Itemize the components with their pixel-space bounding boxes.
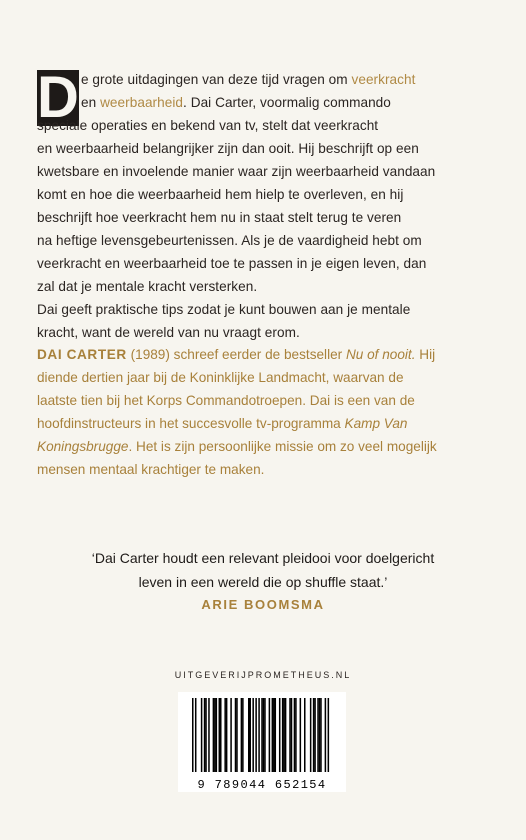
barcode-bar [204,698,206,772]
barcode-bar [224,698,226,772]
barcode-bar [275,698,277,772]
bio-line [37,343,477,366]
blurb-text [37,65,447,344]
highlight-veerkracht: veerkracht [351,72,416,87]
barcode-bar [313,698,315,772]
bio-text-span: hoofdinstructeurs in het succesvolle tv-programma [37,416,345,431]
barcode-bar [248,698,250,772]
blurb-line: veerkracht en weerbaarheid toe te passen in je eigen leven, dan [37,256,427,271]
barcode-graphic [178,692,346,792]
barcode-bar [213,698,215,772]
barcode-bar [317,698,319,772]
barcode-bar [216,698,218,772]
tv-show-title: Kamp Van [344,416,408,431]
blurb-line: speciale operaties en bekend van tv, stelt dat veerkracht [37,118,379,133]
blurb-text-span: e grote uitdagingen van deze tijd vragen om [81,72,352,87]
barcode-bar [208,698,210,772]
barcode-bar [195,698,197,772]
barcode-bar [282,698,284,772]
barcode-bar [328,698,330,772]
drop-cap: D [37,65,79,130]
barcode-bar [300,698,302,772]
highlight-weerbaarheid: weerbaarheid [100,95,184,110]
blurb-line [37,91,447,114]
barcode-bar [264,698,266,772]
barcode-bar [230,698,232,772]
bio-text-span: Hij [415,347,436,362]
quote-line: leven in een wereld die op shuffle staat.’ [138,574,388,590]
barcode-bar [258,698,260,772]
barcode-bar [304,698,306,772]
barcode-bar [261,698,263,772]
barcode-bar [236,698,238,772]
blurb-text-span: en [81,95,101,110]
barcode-bar [294,698,296,772]
barcode-bar [214,698,216,772]
barcode-bar [219,698,221,772]
barcode-bar [279,698,281,772]
barcode-bar [295,698,297,772]
book-title-previous: Nu of nooit. [345,347,416,362]
bio-text-span: (1989) schreef eerder de bestseller [126,347,346,362]
blurb-line: kracht, want de wereld van nu vraagt erom. [37,325,300,340]
bio-line: laatste tien bij het Korps Commandotroepen. Dai is een van de [37,393,415,408]
blurb-line [37,68,447,91]
barcode-bar [269,698,271,772]
barcode-bar [263,698,265,772]
author-name: DAI CARTER [37,347,127,362]
barcode-bar [205,698,207,772]
tv-show-title-cont: Koningsbrugge [37,439,129,454]
blurb-line: kwetsbare en invoelende manier waar zijn weerbaarheid vandaan [37,164,436,179]
quote-line: ‘Dai Carter houdt een relevant pleidooi voor doelgericht [91,550,435,566]
barcode-bar [226,698,228,772]
barcode-bar [241,698,243,772]
blurb-line: komt en hoe die weerbaarheid hem hielp te overleven, en hij [37,187,404,202]
barcode-bar [310,698,312,772]
publisher-url: UITGEVERIJPROMETHEUS.NL [174,670,352,680]
barcode-bar [319,698,321,772]
barcode-bar [192,698,194,772]
endorsement-quote [0,546,526,594]
barcode-digits: 9 789044 652154 [197,778,327,792]
bio-line [37,435,477,458]
barcode-bar [242,698,244,772]
blurb-line: na heftige levensgebeurtenissen. Als je de vaardigheid hebt om [37,233,422,248]
blurb-text-span: . Dai Carter, voormalig commando [183,95,391,110]
author-bio [37,343,477,481]
bio-line: mensen mentaal krachtiger te maken. [37,462,265,477]
blurb-line: en weerbaarheid belangrijker zijn dan ooit. Hij beschrijft op een [37,141,419,156]
blurb-line: Dai geeft praktische tips zodat je kunt bouwen aan je mentale [37,302,411,317]
bio-line [37,412,477,435]
barcode-bar [201,698,203,772]
barcode-bar [283,698,285,772]
barcode-bar [320,698,322,772]
barcode-bar [220,698,222,772]
quote-author: ARIE BOOMSMA [201,597,325,612]
barcode-bar [272,698,274,772]
bio-text-span: . Het is zijn persoonlijke missie om zo veel mogelijk [128,439,437,454]
barcode-bar [273,698,275,772]
barcode-bar [235,698,237,772]
barcode-bar [285,698,287,772]
bio-line: diende dertien jaar bij de Koninklijke Landmacht, waarvan de [37,370,404,385]
blurb-line: beschrijft hoe veerkracht hem nu in staat stelt terug te veren [37,210,402,225]
barcode-bar [291,698,293,772]
barcode-bar [314,698,316,772]
barcode [178,692,346,792]
barcode-bar [289,698,291,772]
barcode-bars [192,698,329,772]
barcode-bar [255,698,257,772]
blurb-line: zal dat je mentale kracht versterken. [37,279,258,294]
barcode-bar [325,698,327,772]
barcode-bar [249,698,251,772]
barcode-bar [252,698,254,772]
